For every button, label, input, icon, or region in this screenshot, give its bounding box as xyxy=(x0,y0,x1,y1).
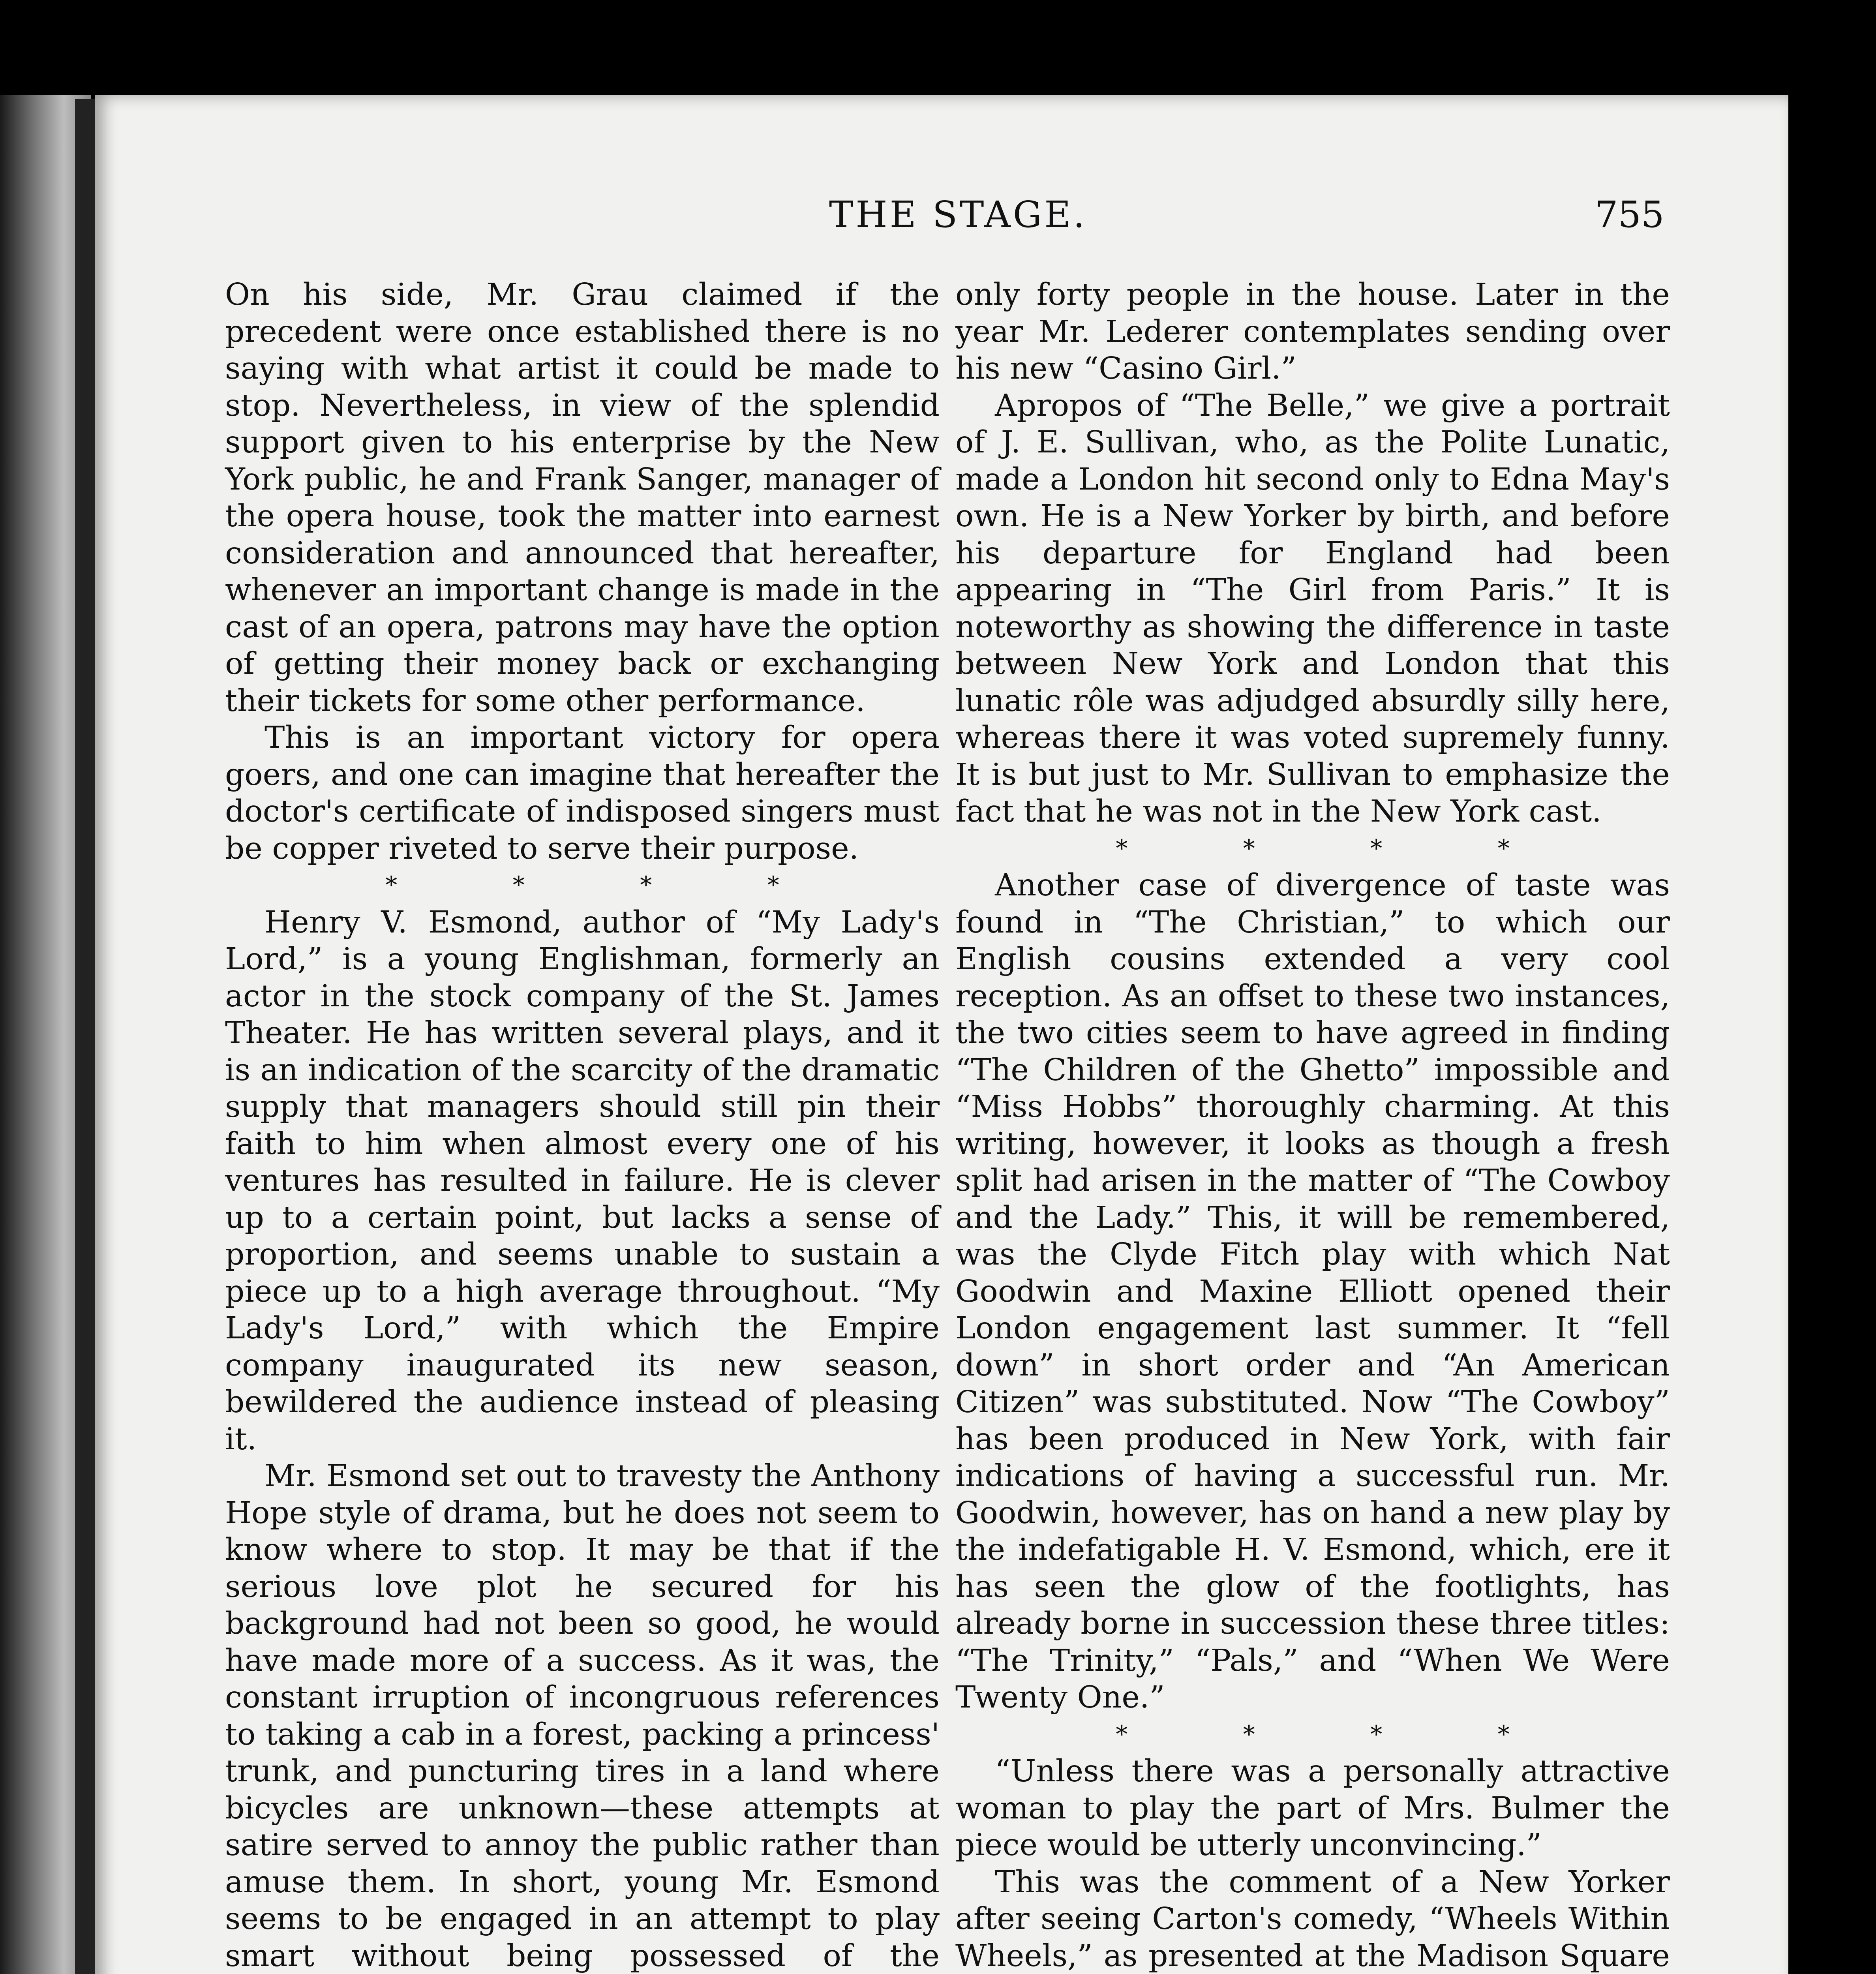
paragraph: Apropos of “The Belle,” we give a portrait of J. E. Sullivan, who, as the Polite Lunatic, made a London hit second only to Edna May's own. He is a New Yorker by birth, and before his departure for England had been appearing in “The Girl from Paris.” It is noteworthy as showing the difference in taste between New York and London that this lunatic rôle was adjudged absurdly silly here, whereas there it was voted supremely funny. It is but just to Mr. Sullivan to emphasize the fact that he was not in the New York cast. xyxy=(955,388,1670,829)
right-column xyxy=(955,276,1670,1974)
paragraph: On his side, Mr. Grau claimed if the precedent were once established there is no saying with what artist it could be made to stop. Nevertheless, in view of the splendid support given to his enterprise by the New York public, he and Frank Sanger, manager of the opera house, took the matter into earnest consideration and announced that hereafter, whenever an important change is made in the cast of an opera, patrons may have the option of getting their money back or exchanging their tickets for some other performance. xyxy=(225,277,940,719)
separator-asterisk: * xyxy=(1243,1720,1255,1748)
paragraph: “Unless there was a personally attractive woman to play the part of Mrs. Bulmer the piece would be utterly unconvincing.” xyxy=(955,1754,1670,1863)
page xyxy=(95,95,1788,1974)
paragraph: only forty people in the house. Later in the year Mr. Lederer contemplates sending over his new “Casino Girl.” xyxy=(955,277,1670,386)
separator-asterisk: * xyxy=(1370,834,1383,862)
separator-asterisk: * xyxy=(385,871,398,899)
separator-asterisk: * xyxy=(1370,1720,1383,1748)
left-column xyxy=(225,276,940,1974)
separator-asterisk: * xyxy=(1497,1720,1510,1748)
paragraph: Henry V. Esmond, author of “My Lady's Lord,” is a young Englishman, formerly an actor in the stock company of the St. James Theater. He has written several plays, and it is an indication of the scarcity of the dramatic supply that managers should still pin their faith to him when almost every one of his ventures has resulted in failure. He is clever up to a certain point, but lacks a sense of proportion, and seems unable to sustain a piece up to a high average throughout. “My Lady's Lord,” with which the Empire company inaugurated its new season, bewildered the audience instead of pleasing it. xyxy=(225,904,940,1457)
page-header xyxy=(95,193,1788,272)
section-separator xyxy=(955,1716,1670,1753)
page-number: 755 xyxy=(1595,193,1664,236)
separator-asterisk: * xyxy=(1116,834,1128,862)
section-separator xyxy=(955,830,1670,867)
separator-asterisk: * xyxy=(1243,834,1255,862)
running-head: THE STAGE. xyxy=(829,193,1087,236)
separator-asterisk: * xyxy=(640,871,652,899)
separator-asterisk: * xyxy=(512,871,525,899)
paragraph: This is an important victory for opera goers, and one can imagine that hereafter the doctor's certificate of indisposed singers must be copper riveted to serve their purpose. xyxy=(225,720,940,866)
separator-asterisk: * xyxy=(1497,834,1510,862)
separator-asterisk: * xyxy=(1116,1720,1128,1748)
paragraph: Mr. Esmond set out to travesty the Anthony Hope style of drama, but he does not seem to know where to stop. It may be that if the serious love plot he secured for his background had not been so good, he would have made more of a success. As it was, the constant irruption of incongruous references to taking a cab in a forest, packing a princess' trunk, and puncturing tires in a land where bicycles are unknown—these attempts at satire served to annoy the public rather than amuse them. In short, young Mr. Esmond seems to be engaged in an attempt to play smart without being possessed of the xyxy=(225,1458,940,1974)
paragraph: Another case of divergence of taste was found in “The Christian,” to which our English cousins extended a very cool reception. As an offset to these two instances, the two cities seem to have agreed in finding “The Children of the Ghetto” impossible and “Miss Hobbs” thoroughly charming. At this writing, however, it looks as though a fresh split had arisen in the matter of “The Cowboy and the Lady.” This, it will be remembered, was the Clyde Fitch play with which Nat Goodwin and Maxine Elliott opened their London engagement last summer. It “fell down” in short order and “An American Citizen” was substituted. Now “The Cowboy” has been produced in New York, with fair indications of having a successful run. Mr. Goodwin, however, has on hand a new play by the indefatigable H. V. Esmond, which, ere it has seen the glow of the footlights, has already borne in succession these three titles: “The Trinity,” “Pals,” and “When We Were Twenty One.” xyxy=(955,868,1670,1715)
separator-asterisk: * xyxy=(767,871,779,899)
section-separator xyxy=(225,867,940,904)
paragraph: This was the comment of a New Yorker after seeing Carton's comedy, “Wheels Within Wheels,” as presented at the Madison Square xyxy=(955,1864,1670,1974)
